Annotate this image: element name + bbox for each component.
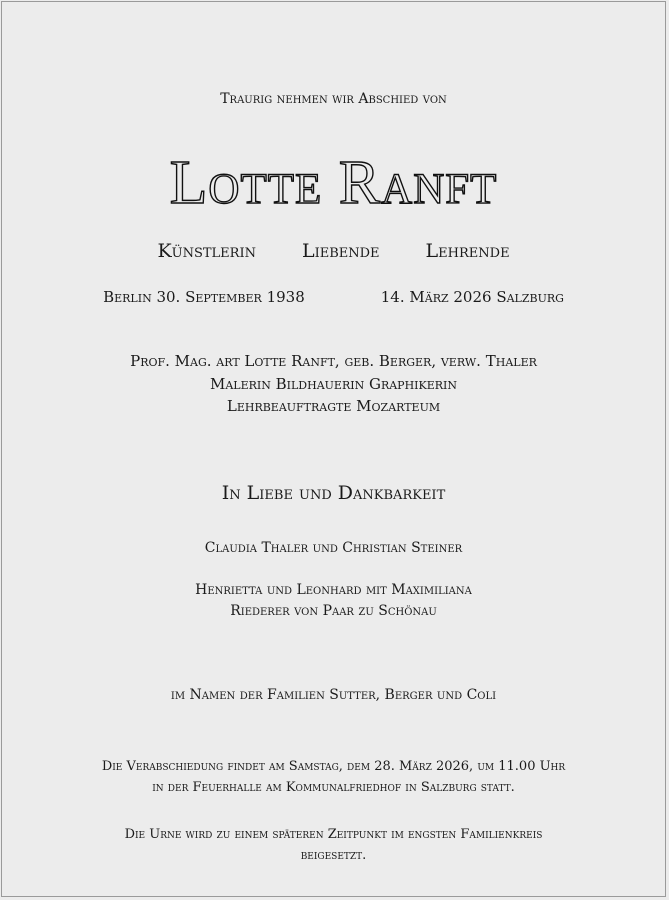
birth-date: Berlin 30. September 1938 (103, 288, 305, 306)
dates-row (2, 290, 665, 305)
bio-line-title: Prof. Mag. art Lotte Ranft, geb. Berger, verw. Thaler (130, 352, 537, 370)
death-date: 14. März 2026 Salzburg (380, 288, 564, 306)
deceased-name: Lotte Ranft (169, 149, 498, 217)
role-teacher: Lehrende (425, 240, 510, 262)
role-lover: Liebende (301, 240, 380, 262)
family-line-2: Henrietta und Leonhard mit Maximiliana (195, 582, 472, 598)
family-line-1: Claudia Thaler und Christian Steiner (204, 540, 463, 556)
bio-line-profession: Malerin Bildhauerin Graphikerin (209, 375, 458, 393)
thanks-heading: In Liebe und Dankbarkeit (221, 482, 446, 504)
family-line-3: Riederer von Paar zu Schönau (230, 603, 437, 619)
bio-line-teaching: Lehrbeauftragte Mozarteum (226, 397, 441, 415)
urn-line-1: Die Urne wird zu einem späteren Zeitpunkt im engsten Familienkreis (124, 827, 543, 842)
intro-text: Traurig nehmen wir Abschied von (220, 91, 447, 107)
obituary-card (1, 1, 666, 897)
ceremony-line-2: in der Feuerhalle am Kommunalfriedhof in Salzburg statt. (152, 780, 515, 795)
roles-row (2, 242, 665, 261)
families-line: im Namen der Familien Sutter, Berger und Coli (170, 687, 497, 703)
role-artist: Künstlerin (157, 240, 256, 262)
urn-line-2: beigesetzt. (300, 848, 367, 863)
ceremony-line-1: Die Verabschiedung findet am Samstag, dem 28. März 2026, um 11.00 Uhr (101, 759, 566, 774)
